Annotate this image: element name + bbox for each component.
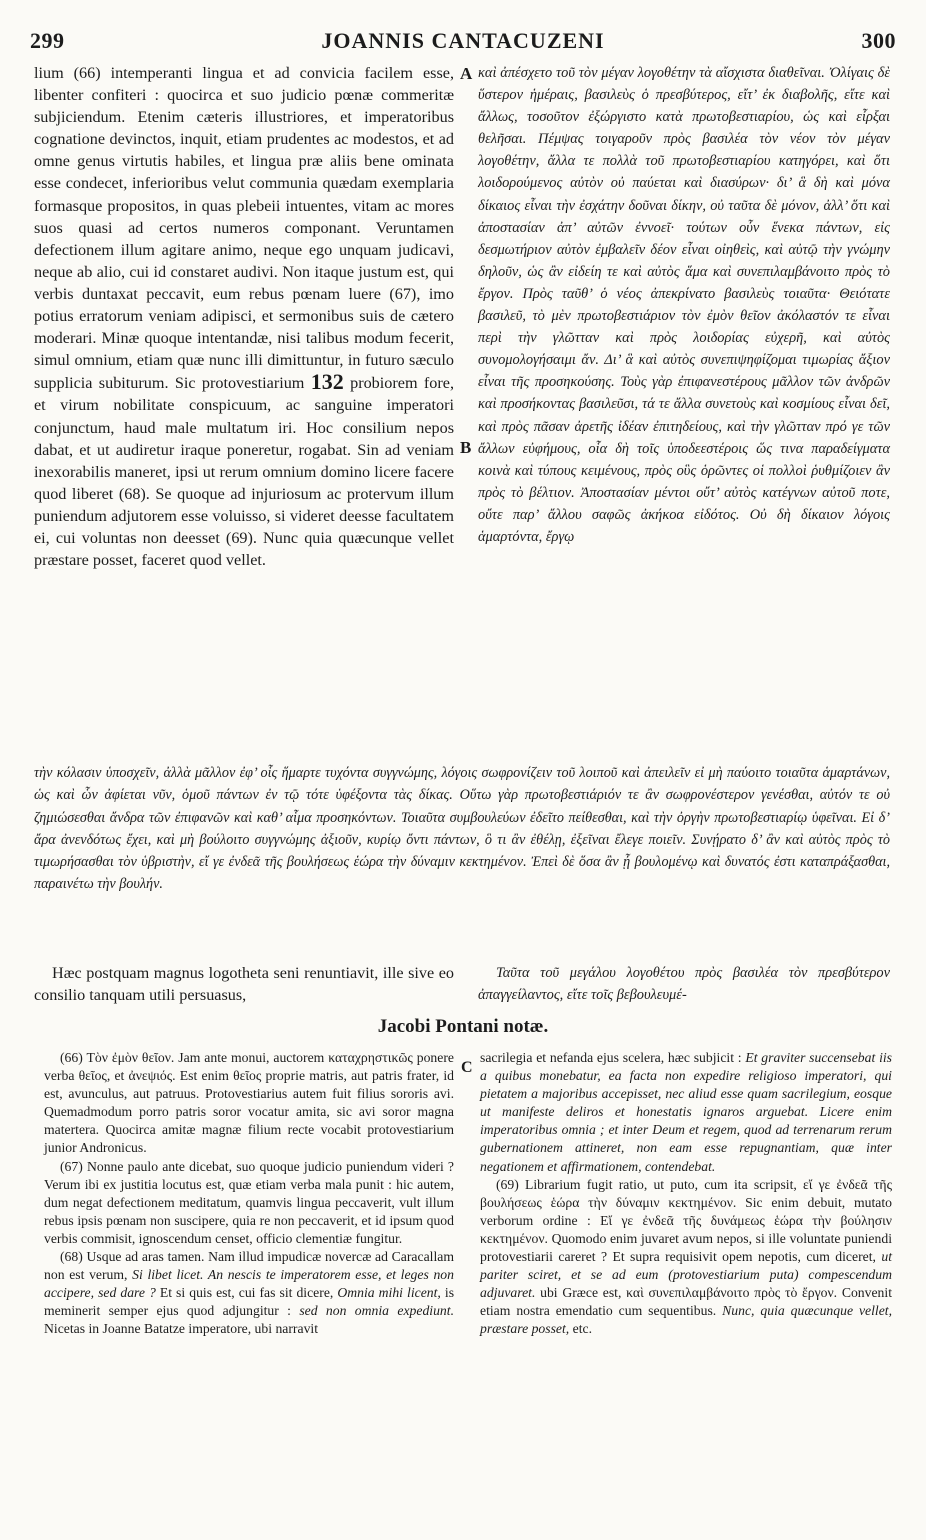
section-marker-b: B — [460, 438, 472, 457]
notes-title: Jacobi Pontani notæ. — [377, 1016, 549, 1037]
greek-column-bottom — [478, 962, 890, 1006]
latin-paragraph: Hæc postquam magnus logotheta seni renuntiavit, ille sive eo consilio tanquam utili persuasus, — [34, 964, 454, 1005]
margin-number-132: 132 — [310, 369, 344, 395]
greek-paragraph: Ταῦτα τοῦ μεγάλου λογοθέτου πρὸς βασιλέα τὸν πρεσβύτερον ἀπαγγείλαντος, εἴτε τοῖς βεβουλευμέ- — [478, 965, 890, 1004]
latin-paragraph: lium (66) intemperanti lingua et ad convicia facilem esse, libenter confiteri : quocirca et suo judicio pœnæ commeritæ subjiciendum. Etenim cæteris illustriores, et imperatoribus cognatione devinctos, inquit, etiam prudentes ac modestos, et ad omne genus virtutis habiles, et lingua præ aliis bene ominata esse condecet, inferioribus velut communia quædam exemplaria formasque propositos, in quas plebeii intuentes, vitam ac mores suos quasi ad certos numeros componant. Veruntamen defectionem illum agitare animo, neque ego unquam judicavi, neque ab alio, cui id constaret audivi. Non itaque justum est, qui verbis duntaxat peccavit, eum rebus pœnam luere (67), imo potius erratorum veniam adipisci, et sermonibus suis de cætero moderari. Minæ quoque intentandæ, nisi talibus modum fecerit, simul omnium, etiam quæ nunc illi dimittuntur, in futuro sæculo supplicia subiturum. Sic protovestiarium 132 probiorem fore, et virum nobilitate conspicuum, ac sanguine imperatori conjunctum, haud male multatum iri. Hoc consilium nepos dabat, et ut audiretur iraque poneretur, rogabat. Sin ad veniam inexorabilis maneret, ipsi ut rerum omnium domino licere facere quod liberet (68). Se quoque ad injuriosum ac protervum illum puniendum adjutorem esse voluisso, si videret deesse facultatem ei, cui voluntas non deesset (69). Nunc quia quæcunque vellet præstare posset, faceret quod vellet. — [34, 64, 454, 570]
running-head — [30, 28, 896, 58]
page-number-right: 300 — [861, 28, 896, 53]
running-title: JOANNIS CANTACUZENI — [321, 28, 605, 53]
greek-column-top — [478, 62, 890, 548]
latin-column-bottom — [34, 962, 454, 1006]
note-69: (69) Librarium fugit ratio, ut puto, cum ita scripsit, εἴ γε ἐνδεᾶ τῆς βουλήσεως ἑώρα τὴν δύναμιν κεκτημένον. Sic enim debuit, mutato verborum ordine : Εἴ γε ἐνδεᾶ τῆς δυνάμεως ἑώρα τὴν βούλησιν κεκτημένον. Quomodo enim juvaret avum nepos, si ille voluntate puniendi protovestiarii careret ? Et supra requisivit opem nepotis, cum diceret, ut pariter sciret, et se ad eum (protovestiarium puta) compescendum adjuvaret. ubi Græce est, καὶ συνεπιλαμβάνοιτο πρὸς τὸ ἔργον. Convenit etiam nostra emendatio cum sequentibus. Nunc, quia quæcunque vellet, præstare posset, etc. — [480, 1176, 893, 1337]
greek-full-width-text: τὴν κόλασιν ὑποσχεῖν, ἀλλὰ μᾶλλον ἐφ’ οἷς ἥμαρτε τυχόντα συγγνώμης, λόγοις σωφρονίζειν τοῦ λοιποῦ καὶ ἀπειλεῖν εἰ μὴ παύοιτο τοιαῦτα ἁμαρτάνων, ὡς καὶ ὧν ἀφίεται νῦν, ὁμοῦ πάντων ἐν τῷ τότε ὑφέξοντα τὰς δίκας. Οὕτω γὰρ πρωτοβεστιάριόν τε ἂν σωφρονέστερον γενέσθαι, αὐτόν τε οὐ ζημιώσεσθαι ἄνδρα τῶν ἐπιφανῶν καὶ καθ’ αἷμα προσηκόντων. Τοιαῦτα συμβουλεύων ἐδεῖτο πείθεσθαι, καὶ τὴν ὀργὴν πρωτοβεστιαρίῳ ὑφεῖναι. Εἰ δ’ ἄρα ἀνενδότως ἔχει, καὶ μὴ βούλοιτο συγγνώμης ἀξιοῦν, κυρίῳ ὄντι πάντων, ὃ τι ἂν ἐθέλῃ, ἐξεῖναι ἔλεγε ποιεῖν. Συνῄρατο δ’ ἂν καὶ αὐτὸς πρὸς τὸ τιμωρήσασθαι τὸν ὑβριστὴν, εἴ γε ἐνδεᾶ τῆς βουλήσεως ἑώρα τὴν δύναμιν κεκτημένον. Ἐπεὶ δὲ ὅσα ἂν ᾖ βουλομένῳ καὶ δυνατός ἐστι καταπράξασθαι, παραινέτω τὴν βουλήν. — [34, 765, 890, 893]
notes-column-right — [480, 1049, 892, 1339]
section-marker-c: C — [461, 1059, 473, 1076]
section-marker-a: A — [460, 64, 473, 83]
greek-paragraph: καὶ ἀπέσχετο τοῦ τὸν μέγαν λογοθέτην τὰ αἴσχιστα διαθεῖναι. Ὀλίγαις δὲ ὕστερον ἡμέραις, βασιλεὺς ὁ πρεσβύτερος, εἴτ’ ἐκ διαβολῆς, εἴτε καὶ ἄλλως, τοσοῦτον ἐξώργιστο κατὰ πρωτοβεστιαρίου, ὡς καὶ εἶρξαι θελῆσαι. Πέμψας τοιγαροῦν πρὸς βασιλέα τὸν νέον τὸν μέγαν λογοθέτην, ἄλλα τε πολλὰ τοῦ πρωτοβεστιαρίου κατηγόρει, καὶ ὅτι λοιδορούμενος αὐτὸν οὐ παύεται καὶ διασύρων· δι’ ἃ δὴ καὶ μόνα δίκαιος εἶναι τὴν ἐσχάτην δοῦναι δίκην, οὐ ταῦτα δὲ μόνον, ἀλλ’ ὅτι καὶ ἀποστασίαν ἀπ’ αὐτῶν ἐννοεῖ· τούτων οὖν ἕνεκα πάντων, εἰς δεσμωτήριον αὐτὸν ἐμβαλεῖν δέον εἶναι οἰηθεὶς, καὶ αὐτῷ τὴν γνώμην δηλοῦν, ὡς ἂν εἰδείη τε καὶ αὐτὸς ἅμα καὶ συνεπιλαμβάνοιτο πρὸς τὸ ἔργον. Πρὸς ταῦθ’ ὁ νέος ἀπεκρίνατο βασιλεὺς τοιαῦτα· Θειότατε βασιλεῦ, τὸ μὲν πρωτοβεστιάριον τὸν ἐμὸν θεῖον ἀκόλαστόν τε εἶναι περὶ τὴν γλῶτταν καὶ πρὸς λοιδορίας εὐχερῆ, καὶ αὐτὸς συνομολογήσαιμι ἄν. Δι’ ἃ καὶ αὐτὸς συνεπιψηφίζομαι τιμωρίας ἄξιον εἶναι τῆς προσηκούσης. Τοὺς γὰρ ἐπιφανεστέρους μᾶλλον τῶν ἀνδρῶν καὶ προσήκοντας βασιλεῦσι, τά τε ἄλλα συνετοὺς καὶ κοσμίους εἶναι δεῖ, καὶ πρὸς πᾶσαν ἀρετῆς ἰδέαν ἐπιτηδείους, καὶ τὴν γλῶτταν πρό γε τῶν ἄλλων εὐφήμους, οἷα δὴ τοῖς ὑποδεεστέροις ὥς τινα παραδείγματα κοινὰ καὶ τύπους κειμένους, πρὸς οὓς ὁρῶντες οἱ πολλοὶ ῥυθμίζοιεν ἂν πρὸς τὸ βέλτιον. Ἀποστασίαν μέντοι οὔτ’ αὐτὸς κατέγνων αὐτοῦ ποτε, οὔτε παρ’ ἄλλου σαφῶς ἀκήκοα εἰδότος. Οὐ δὴ δίκαιον λόγοις ἁμαρτόντα, ἔργῳ — [478, 65, 890, 545]
note-67: (67) Nonne paulo ante dicebat, suo quoque judicio puniendum videri ? Verum ibi ex justitia locutus est, quæ etiam verba mala punit : hic autem, dum negat defectionem meditatum, quamvis lingua peccaverit, vult illum rebus ipsis pœnam non suscipere, quia re non peccaverit, et id ipsum quod verbis commisit, ignoscendum censet, officio clementiæ fungitur. — [44, 1158, 454, 1246]
page-number-left: 299 — [30, 28, 65, 53]
latin-column-top — [34, 62, 454, 571]
note-68: (68) Usque ad aras tamen. Nam illud impudicæ novercæ ad Caracallam non est verum, Si libet licet. An nescis te imperatorem esse, et leges non accipere, sed dare ? Et si quis est, cui fas sit dicere, Omnia mihi licent, is meminerit semper ejus quod adjungitur : sed non omnia expediunt. Nicetas in Joanne Batatze imperatore, ubi narravit — [44, 1249, 455, 1337]
note-66: (66) Τὸν ἐμὸν θεῖον. Jam ante monui, auctorem καταχρηστικῶς ponere verba θεῖος, et ἀνεψιός. Est enim θεῖος proprie matris, aut patris frater, id est, avunculus, aut patruus. Protovestiarius autem fuit filius sororis avi. Quemadmodum porro patris soror vocatur amita, sic avi soror magna matertera. Quocirca amitæ magnæ filium recte vocabit protovestiarium junior Andronicus. — [44, 1050, 454, 1156]
note-68-continued: sacrilegia et nefanda ejus scelera, hæc subjicit : Et graviter succensebat iis a quibus monebatur, ea facta non expedire religioso imperatori, qui pietatem a majoribus accepisset, nec aliud esse quam sacrilegium, eosque ut manifeste deliros et honestatis ignaros arguebat. Licere enim imperatoribus omnia ; et inter Deum et regem, quod ad terrenarum rerum gubernationem attineret, non eam esse repugnantiam, quæ inter negationem et affirmationem, contendebat. — [480, 1050, 892, 1174]
notes-column-left — [44, 1049, 454, 1339]
